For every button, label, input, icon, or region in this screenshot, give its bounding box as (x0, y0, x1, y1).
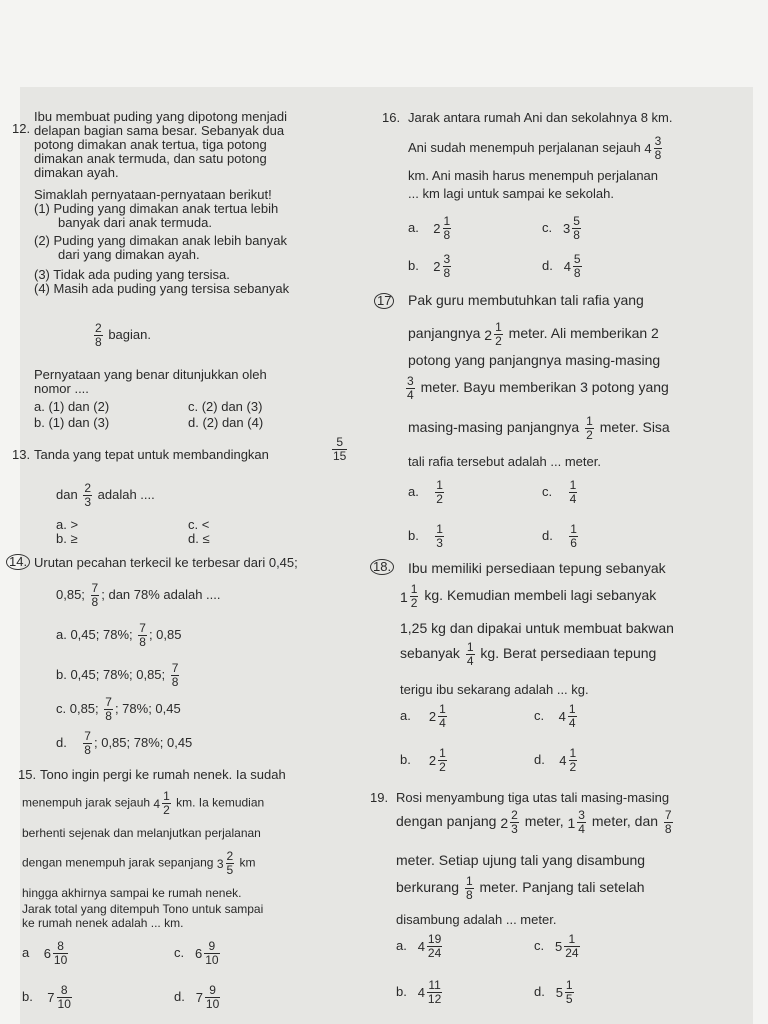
q17-line3: potong yang panjangnya masing-masing (408, 352, 661, 368)
q13-option-c[interactable]: c. < (188, 517, 210, 532)
q19-line4: berkurang $\frac{1}{8}$ meter. Panjang tali setelah (396, 874, 645, 902)
q12-option-d[interactable]: d. (2) dan (4) (188, 415, 264, 430)
q17-line1: Pak guru membutuhkan tali rafia yang (408, 292, 644, 308)
q12-ask-cont: nomor .... (34, 381, 89, 396)
q16-number: 16. (382, 110, 401, 125)
q19-option-a[interactable]: a. 4 $\frac{19}{24}$ (396, 932, 442, 960)
q17-line5: masing-masing panjangnya $\frac{1}{2}$ meter. Sisa (408, 414, 670, 442)
q12-statement-4-frac: $\frac{2}{8}$ bagian. (95, 321, 151, 349)
q15-line3: berhenti sejenak dan melanjutkan perjalanan (22, 826, 261, 840)
q14-option-b[interactable]: b. 0,45; 78%; 0,85; $\frac{7}{8}$ (56, 661, 179, 689)
q19-option-c[interactable]: c. 5 $\frac{1}{24}$ (534, 932, 579, 960)
q17-option-b[interactable]: b. $\frac{1}{3}$ (408, 522, 443, 550)
q12-intro: Simaklah pernyataan-pernyataan berikut! (34, 187, 272, 202)
q15-line4: dengan menempuh jarak sepanjang 3 $\frac{2}{5}$ km (22, 849, 256, 877)
q12-statement-1: (1) Puding yang dimakan anak tertua lebih (34, 201, 279, 216)
q12-statement-3: (3) Tidak ada puding yang tersisa. (34, 267, 230, 282)
q19-option-b[interactable]: b. 4 $\frac{11}{12}$ (396, 978, 442, 1006)
q18-number: 18. (370, 559, 394, 575)
q19-line3: meter. Setiap ujung tali yang disambung (396, 852, 646, 868)
q15-option-a[interactable]: a 6 $\frac{8}{10}$ (22, 939, 68, 967)
q15-stem: Tono ingin pergi ke rumah nenek. Ia sudah (40, 767, 286, 782)
q12-number: 12. (12, 121, 31, 136)
q16-option-d[interactable]: d. 4 $\frac{5}{8}$ (542, 252, 581, 280)
q12-stem-line: delapan bagian sama besar. Sebanyak dua (34, 123, 285, 138)
q13-line2: dan $\frac{2}{3}$ adalah .... (56, 481, 155, 509)
q15-option-c[interactable]: c. 6 $\frac{9}{10}$ (174, 939, 219, 967)
q15-option-b[interactable]: b. 7 $\frac{8}{10}$ (22, 983, 71, 1011)
q15-line2: menempuh jarak sejauh 4 $\frac{1}{2}$ km. Ia kemudian (22, 789, 265, 817)
q19-option-d[interactable]: d. 5 $\frac{1}{5}$ (534, 978, 573, 1006)
q17-line4: $\frac{3}{4}$ meter. Bayu memberikan 3 potong yang (407, 374, 669, 402)
q14-option-a[interactable]: a. 0,45; 78%; $\frac{7}{8}$ ; 0,85 (56, 621, 182, 649)
q12-stem-line: potong dimakan anak tertua, tiga potong (34, 137, 267, 152)
q17-option-d[interactable]: d. $\frac{1}{6}$ (542, 522, 577, 550)
q14-option-d[interactable]: d. $\frac{7}{8}$ ; 0,85; 78%; 0,45 (56, 729, 193, 757)
q12-option-b[interactable]: b. (1) dan (3) (34, 415, 110, 430)
q12-option-c[interactable]: c. (2) dan (3) (188, 399, 263, 414)
q13-frac-1: $\frac{5}{15}$ (333, 435, 347, 463)
q14-option-c[interactable]: c. 0,85; $\frac{7}{8}$ ; 78%; 0,45 (56, 695, 181, 723)
q19-line2: dengan panjang 2 $\frac{2}{3}$ meter, 1 $\frac{3}{4}$ meter, dan $\frac{7}{8}$ (396, 808, 672, 836)
q18-line2: 1 $\frac{1}{2}$ kg. Kemudian membeli lagi sebanyak (400, 582, 657, 610)
q19-line5: disambung adalah ... meter. (396, 912, 557, 927)
q16-line2: Ani sudah menempuh perjalanan sejauh 4 $\frac{3}{8}$ (408, 134, 662, 162)
q13-option-b[interactable]: b. ≥ (56, 531, 78, 546)
q18-option-b[interactable]: b. 2 $\frac{1}{2}$ (400, 746, 446, 774)
q16-line3: km. Ani masih harus menempuh perjalanan (408, 168, 659, 183)
q15-line5: hingga akhirnya sampai ke rumah nenek. (22, 886, 242, 900)
q19-number: 19. (370, 790, 389, 805)
q14-stem: Urutan pecahan terkecil ke terbesar dari 0,45; (34, 555, 298, 570)
q17-number: 17 (374, 293, 394, 309)
q12-option-a[interactable]: a. (1) dan (2) (34, 399, 110, 414)
q13-option-d[interactable]: d. ≤ (188, 531, 210, 546)
q14-number: 14. (6, 554, 30, 570)
q16-line1: Jarak antara rumah Ani dan sekolahnya 8 km. (408, 110, 673, 125)
q16-line4: ... km lagi untuk sampai ke sekolah. (408, 186, 614, 201)
q16-option-b[interactable]: b. 2 $\frac{3}{8}$ (408, 252, 451, 280)
q12-stem-line: dimakan anak termuda, dan satu potong (34, 151, 267, 166)
q12-ask: Pernyataan yang benar ditunjukkan oleh (34, 367, 267, 382)
q17-line6: tali rafia tersebut adalah ... meter. (408, 454, 601, 469)
q17-line2: panjangnya 2 $\frac{1}{2}$ meter. Ali memberikan 2 (408, 320, 659, 348)
q17-option-c[interactable]: c. $\frac{1}{4}$ (542, 478, 577, 506)
q16-option-a[interactable]: a. 2 $\frac{1}{8}$ (408, 214, 451, 242)
q15-number: 15. (18, 767, 37, 782)
q18-option-d[interactable]: d. 4 $\frac{1}{2}$ (534, 746, 577, 774)
q14-line2: 0,85; $\frac{7}{8}$ ; dan 78% adalah .... (56, 581, 221, 609)
q18-line5: terigu ibu sekarang adalah ... kg. (400, 682, 589, 697)
q15-line6: Jarak total yang ditempuh Tono untuk sampai (22, 902, 264, 916)
q15-option-d[interactable]: d. 7 $\frac{9}{10}$ (174, 983, 220, 1011)
q19-line1: Rosi menyambung tiga utas tali masing-masing (396, 790, 670, 805)
q15-line7: ke rumah nenek adalah ... km. (22, 916, 184, 930)
q18-line1: Ibu memiliki persediaan tepung sebanyak (408, 560, 666, 576)
q12-statement-2-cont: dari yang dimakan ayah. (58, 247, 200, 262)
q18-line4: sebanyak $\frac{1}{4}$ kg. Berat persediaan tepung (400, 640, 657, 668)
q18-option-a[interactable]: a. 2 $\frac{1}{4}$ (400, 702, 446, 730)
q18-option-c[interactable]: c. 4 $\frac{1}{4}$ (534, 702, 576, 730)
q12-stem-line: dimakan ayah. (34, 165, 119, 180)
q13-option-a[interactable]: a. > (56, 517, 79, 532)
q12-statement-4: (4) Masih ada puding yang tersisa sebanyak (34, 281, 290, 296)
q16-option-c[interactable]: c. 3 $\frac{5}{8}$ (542, 214, 580, 242)
q18-line3: 1,25 kg dan dipakai untuk membuat bakwan (400, 620, 674, 636)
q12-statement-2: (2) Puding yang dimakan anak lebih banyak (34, 233, 287, 248)
q17-option-a[interactable]: a. $\frac{1}{2}$ (408, 478, 443, 506)
q12-stem-line: Ibu membuat puding yang dipotong menjadi (34, 109, 287, 124)
q13-number: 13. (12, 447, 31, 462)
q13-stem: Tanda yang tepat untuk membandingkan (34, 447, 269, 462)
q12-statement-1-cont: banyak dari anak termuda. (58, 215, 212, 230)
